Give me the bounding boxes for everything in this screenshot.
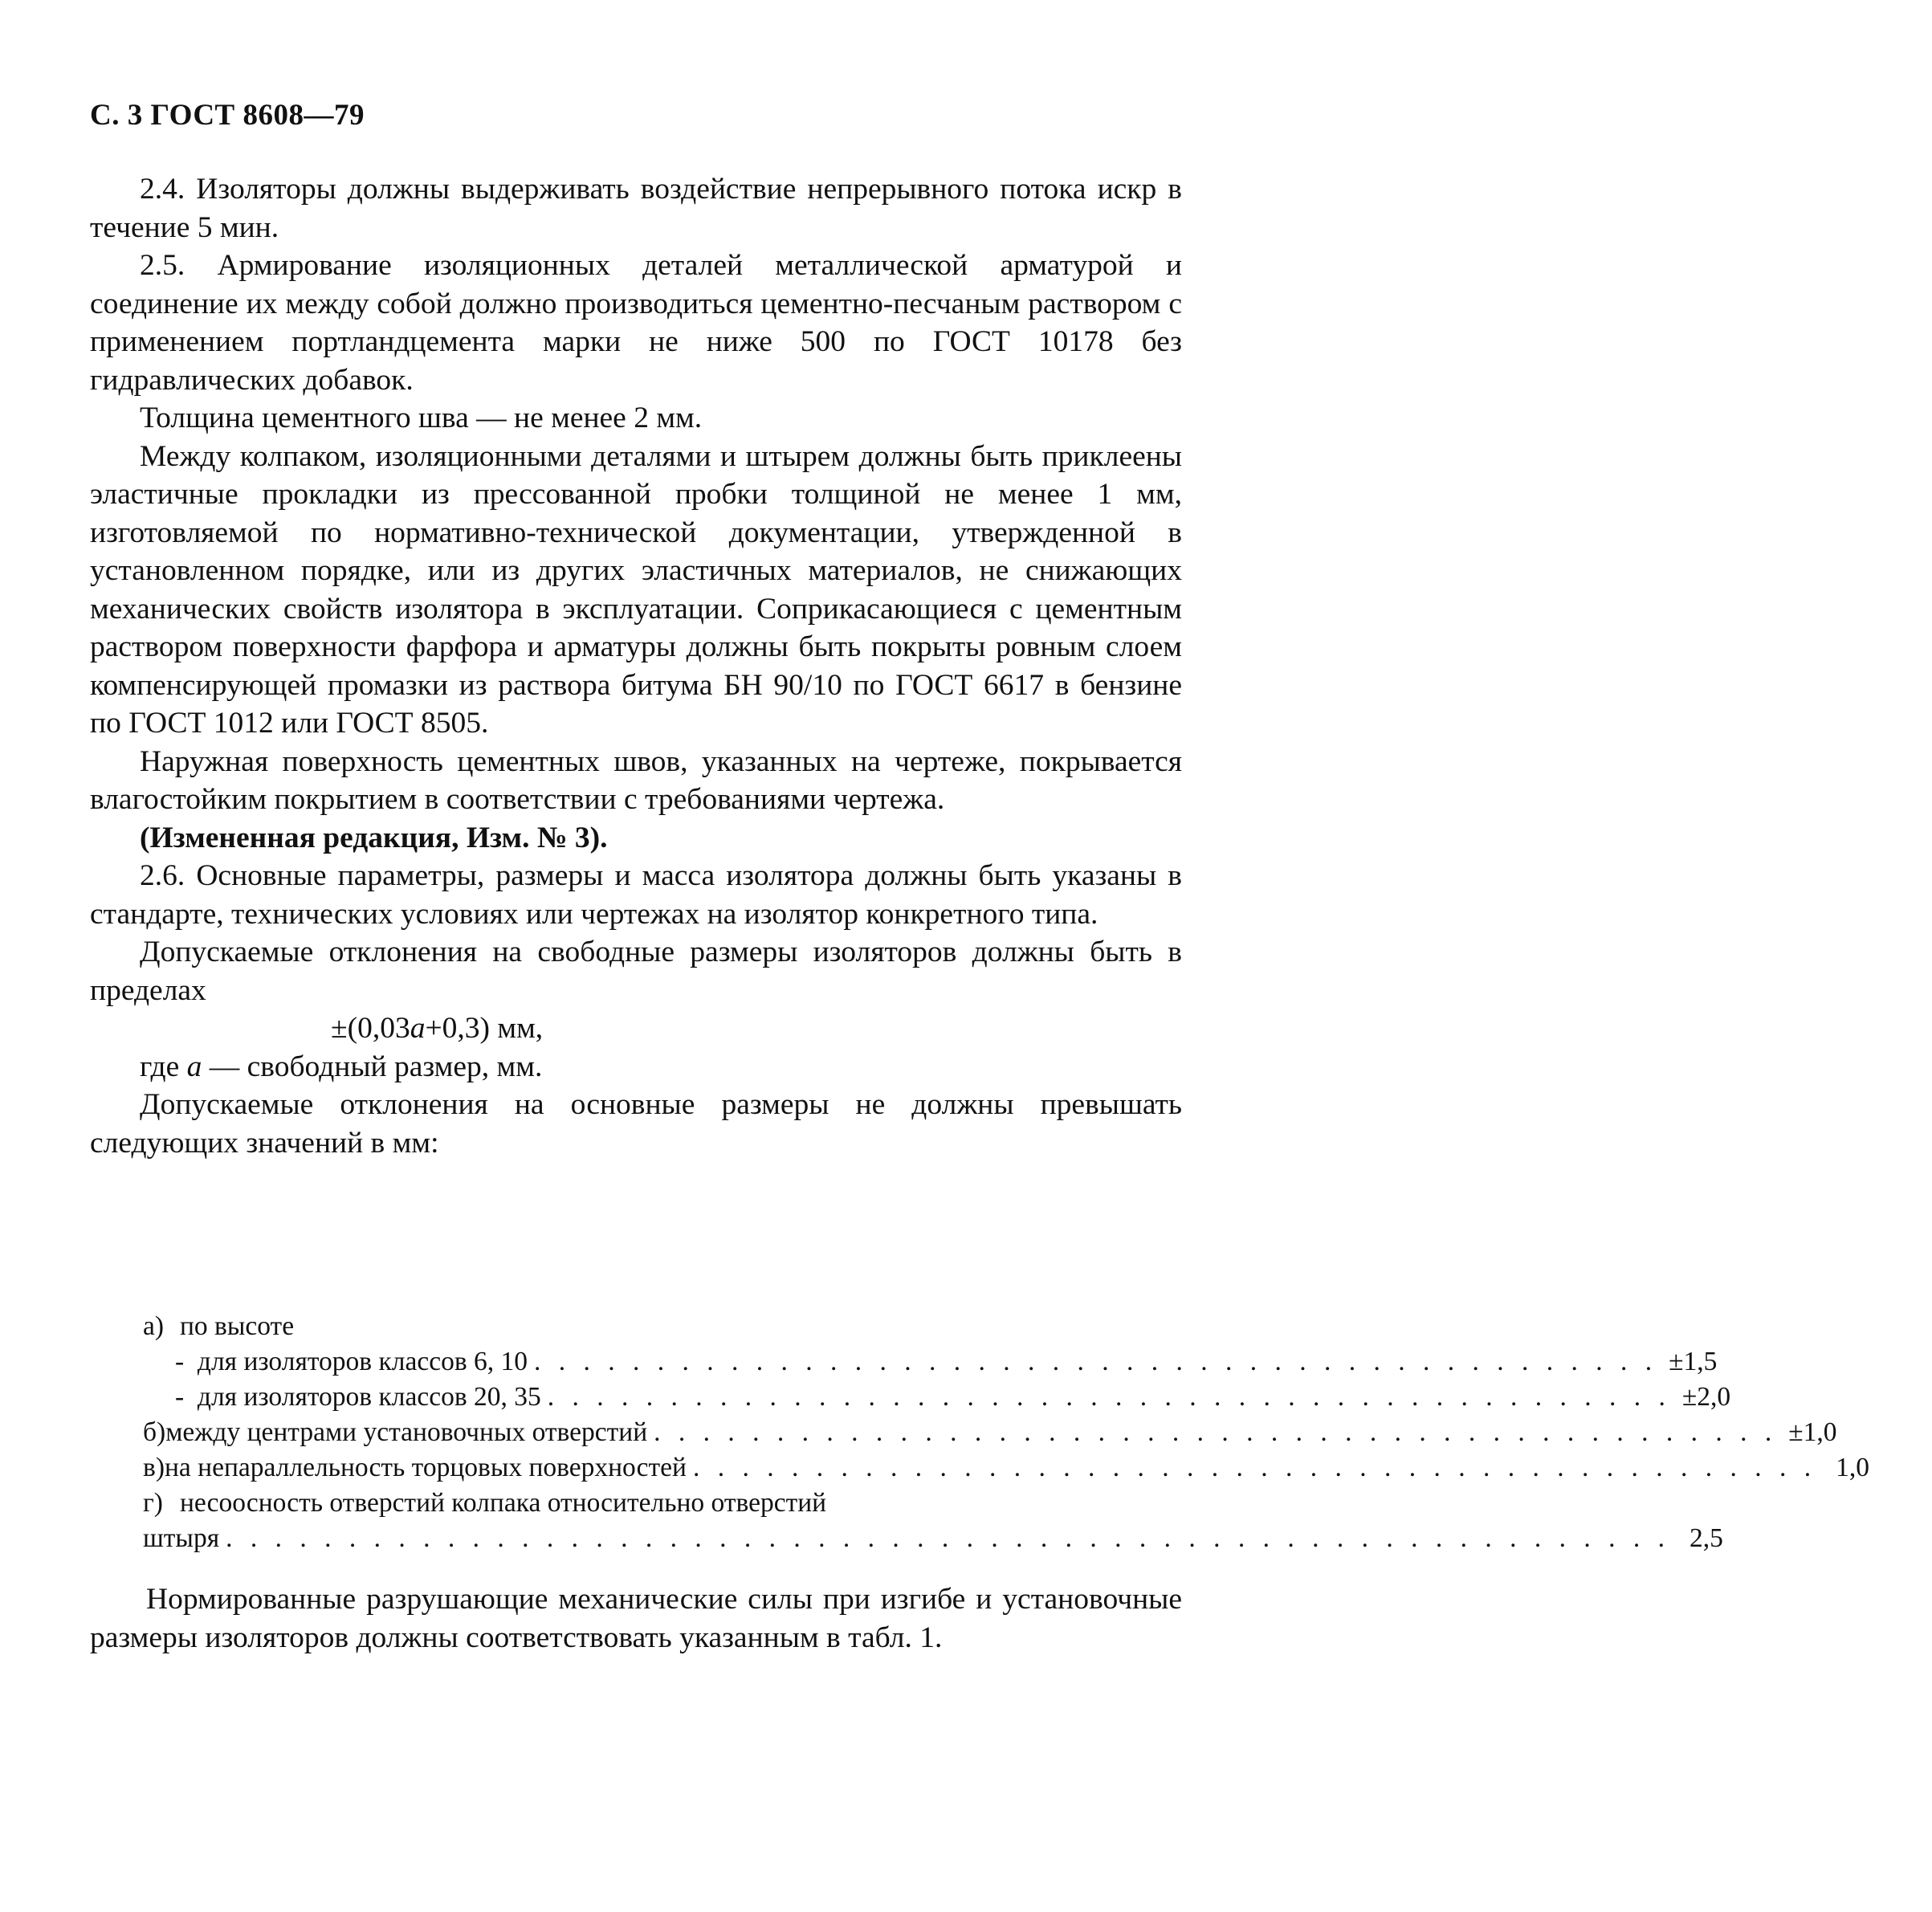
list-text: между центрами установочных отверстий (165, 1417, 648, 1447)
paragraph-cement-seam: Толщина цементного шва — не менее 2 мм. (140, 402, 703, 434)
where-text: где a — свободный размер, мм. (140, 1050, 543, 1083)
list-item-a (143, 1309, 1107, 1344)
list-text: несоосность отверстий колпака относительно отверстий (180, 1488, 827, 1518)
list-item-g-continued (143, 1521, 1723, 1556)
list-value: ±1,0 (1788, 1417, 1837, 1447)
formula-where (90, 1048, 1182, 1086)
tolerance-formula (90, 1009, 1182, 1048)
paragraph-gaskets: Между колпаком, изоляционными деталями и штырем должны быть приклеены эластичные прокладки из прессованной пробки толщиной не менее 1 мм, изготовляемой по нормативно-технической документации, утвержденной в установленном порядке, или из других эластичных материалов, не снижающих механических свойств изолятора в эксплуатации. Соприкасающиеся с цементным раствором поверхности фарфора и арматуры должны быть покрыты ровным слоем компенсирующей промазки из раствора битума БН 90/10 по ГОСТ 6617 в бензине по ГОСТ 1012 или ГОСТ 8505. (90, 439, 1182, 740)
paragraph-2-6: 2.6. Основные параметры, размеры и масса изолятора должны быть указаны в стандарте, технических условиях или чертежах на изолятор конкретного типа. (90, 859, 1182, 931)
list-item-a1 (143, 1344, 1718, 1380)
list-text-a2: для изоляторов классов 20, 35 (197, 1382, 541, 1412)
dash: - (175, 1347, 185, 1376)
paragraph-main-dimensions: Допускаемые отклонения на основные размеры не должны превышать следующих значений в мм: (90, 1088, 1182, 1160)
list-label: б) (143, 1417, 166, 1447)
list-item-a2 (143, 1380, 1731, 1415)
amendment-note: (Измененная редакция, Изм. № 3). (140, 821, 608, 854)
leader-dots: . . . . . . . . . . . . . . . . . . . . . . . . . . . . . . . . . . . . . . . . . . . . . . (534, 1347, 1658, 1376)
list-text-a1: для изоляторов классов 6, 10 (197, 1347, 528, 1376)
paragraph-2-5: 2.5. Армирование изоляционных деталей металлической арматурой и соединение их между собой должно производиться цементно-песчаным раствором с применением портландцемента марки не ниже 500 по ГОСТ 10178 без гидравлических добавок. (90, 249, 1182, 397)
list-item-b (143, 1415, 1837, 1450)
paragraph-free-dimensions: Допускаемые отклонения на свободные размеры изоляторов должны быть в пределах (90, 936, 1182, 1007)
list-text: на непараллельность торцовых поверхностей (164, 1453, 687, 1482)
paragraph-forces: Нормированные разрушающие механические силы при изгибе и установочные размеры изоляторов должны соответствовать указанным в табл. 1. (90, 1583, 1182, 1654)
closing-text (90, 1580, 1182, 1657)
page-header: С. 3 ГОСТ 8608—79 (90, 99, 365, 132)
list-value: ±1,5 (1669, 1347, 1718, 1376)
list-item-v (143, 1450, 1869, 1486)
list-label: а) (143, 1311, 165, 1341)
list-text: по высоте (180, 1311, 295, 1341)
main-text (90, 170, 1182, 1162)
dash: - (175, 1382, 185, 1412)
tolerance-list (143, 1309, 1869, 1556)
list-label: в) (143, 1453, 165, 1482)
leader-dots: . . . . . . . . . . . . . . . . . . . . . . . . . . . . . . . . . . . . . . . . . . . . . . (692, 1453, 1817, 1482)
formula-text: ±(0,03a+0,3) мм, (331, 1012, 544, 1045)
list-item-g (143, 1486, 1107, 1521)
leader-dots: . . . . . . . . . . . . . . . . . . . . . . . . . . . . . . . . . . . . . . . . . . . . . . (654, 1417, 1778, 1447)
leader-dots: . . . . . . . . . . . . . . . . . . . . . . . . . . . . . . . . . . . . . . . . . . . . . . (547, 1382, 1671, 1412)
list-label: г) (143, 1488, 163, 1518)
paragraph-2-4: 2.4. Изоляторы должны выдерживать воздействие непрерывного потока искр в течение 5 мин. (90, 173, 1182, 244)
list-text (143, 1344, 528, 1380)
list-value: 1,0 (1836, 1453, 1869, 1482)
list-value: ±2,0 (1681, 1382, 1731, 1412)
list-value: 2,5 (1689, 1523, 1723, 1553)
paragraph-outer-surface: Наружная поверхность цементных швов, указанных на чертеже, покрывается влагостойким покрытием в соответствии с требованиями чертежа. (90, 744, 1182, 816)
list-text: штыря (143, 1523, 220, 1553)
list-text (143, 1380, 541, 1415)
leader-dots: . . . . . . . . . . . . . . . . . . . . . . . . . . . . . . . . . . . . . . . . . . . . . . . . . . . . . . . . . . . (226, 1523, 1670, 1553)
